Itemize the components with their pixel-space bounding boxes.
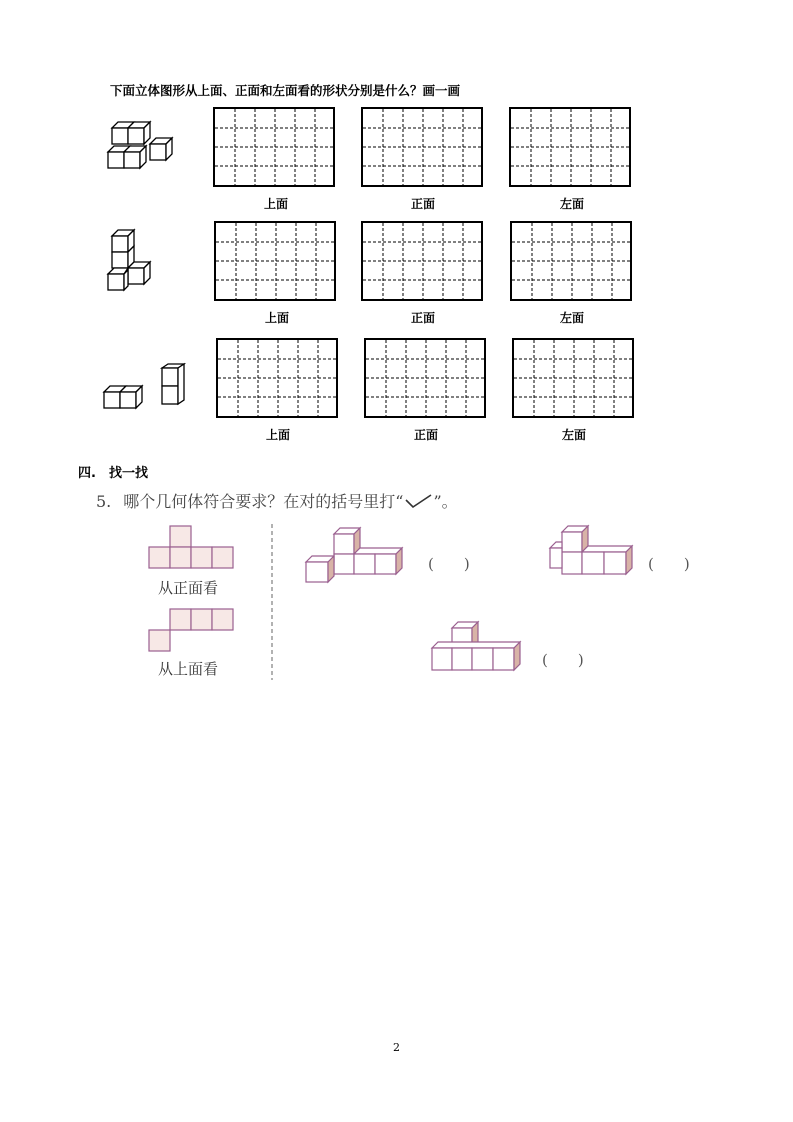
view-label-front: 正面 <box>413 428 438 442</box>
option-solid-c <box>430 620 524 674</box>
drawing-grid-row2-left[interactable] <box>510 221 632 301</box>
answer-blank-b[interactable]: ( ) <box>648 555 690 573</box>
view-label-left: 左面 <box>561 428 586 442</box>
solid-figure-3 <box>98 362 194 414</box>
view-label-front: 正面 <box>410 311 435 325</box>
option-solid-b <box>546 524 638 578</box>
checkmark-icon <box>403 493 433 509</box>
view-label-left: 左面 <box>559 197 584 211</box>
solid-figure-1 <box>104 118 176 172</box>
section-heading: 四. 找一找 <box>78 466 148 481</box>
divider <box>270 524 274 680</box>
drawing-grid-row1-top[interactable] <box>213 107 335 187</box>
view-label-left: 左面 <box>559 311 584 325</box>
view-label-top: 上面 <box>263 197 288 211</box>
question-text: 哪个几何体符合要求？在对的括号里打“ <box>123 492 404 511</box>
drawing-grid-row1-front[interactable] <box>361 107 483 187</box>
front-view-shape <box>148 525 238 571</box>
option-solid-a <box>304 526 408 586</box>
question-tail: ”。 <box>433 492 458 511</box>
view-label-front: 正面 <box>410 197 435 211</box>
view-label-top: 上面 <box>265 428 290 442</box>
drawing-grid-row2-top[interactable] <box>214 221 336 301</box>
answer-blank-a[interactable]: ( ) <box>428 555 470 573</box>
drawing-grid-row3-top[interactable] <box>216 338 338 418</box>
solid-figure-2 <box>104 226 162 298</box>
page-number: 2 <box>393 1041 400 1054</box>
drawing-grid-row3-front[interactable] <box>364 338 486 418</box>
top-view-shape <box>148 608 238 654</box>
answer-blank-c[interactable]: ( ) <box>542 651 584 669</box>
question-5 <box>96 489 458 512</box>
question-number: 5. <box>96 492 112 511</box>
drawing-grid-row2-front[interactable] <box>361 221 483 301</box>
front-view-label: 从正面看 <box>158 579 219 597</box>
top-view-label: 从上面看 <box>158 660 219 678</box>
drawing-grid-row1-left[interactable] <box>509 107 631 187</box>
instruction-text: 下面立体图形从上面、正面和左面看的形状分别是什么？画一画 <box>110 83 461 98</box>
drawing-grid-row3-left[interactable] <box>512 338 634 418</box>
view-label-top: 上面 <box>264 311 289 325</box>
